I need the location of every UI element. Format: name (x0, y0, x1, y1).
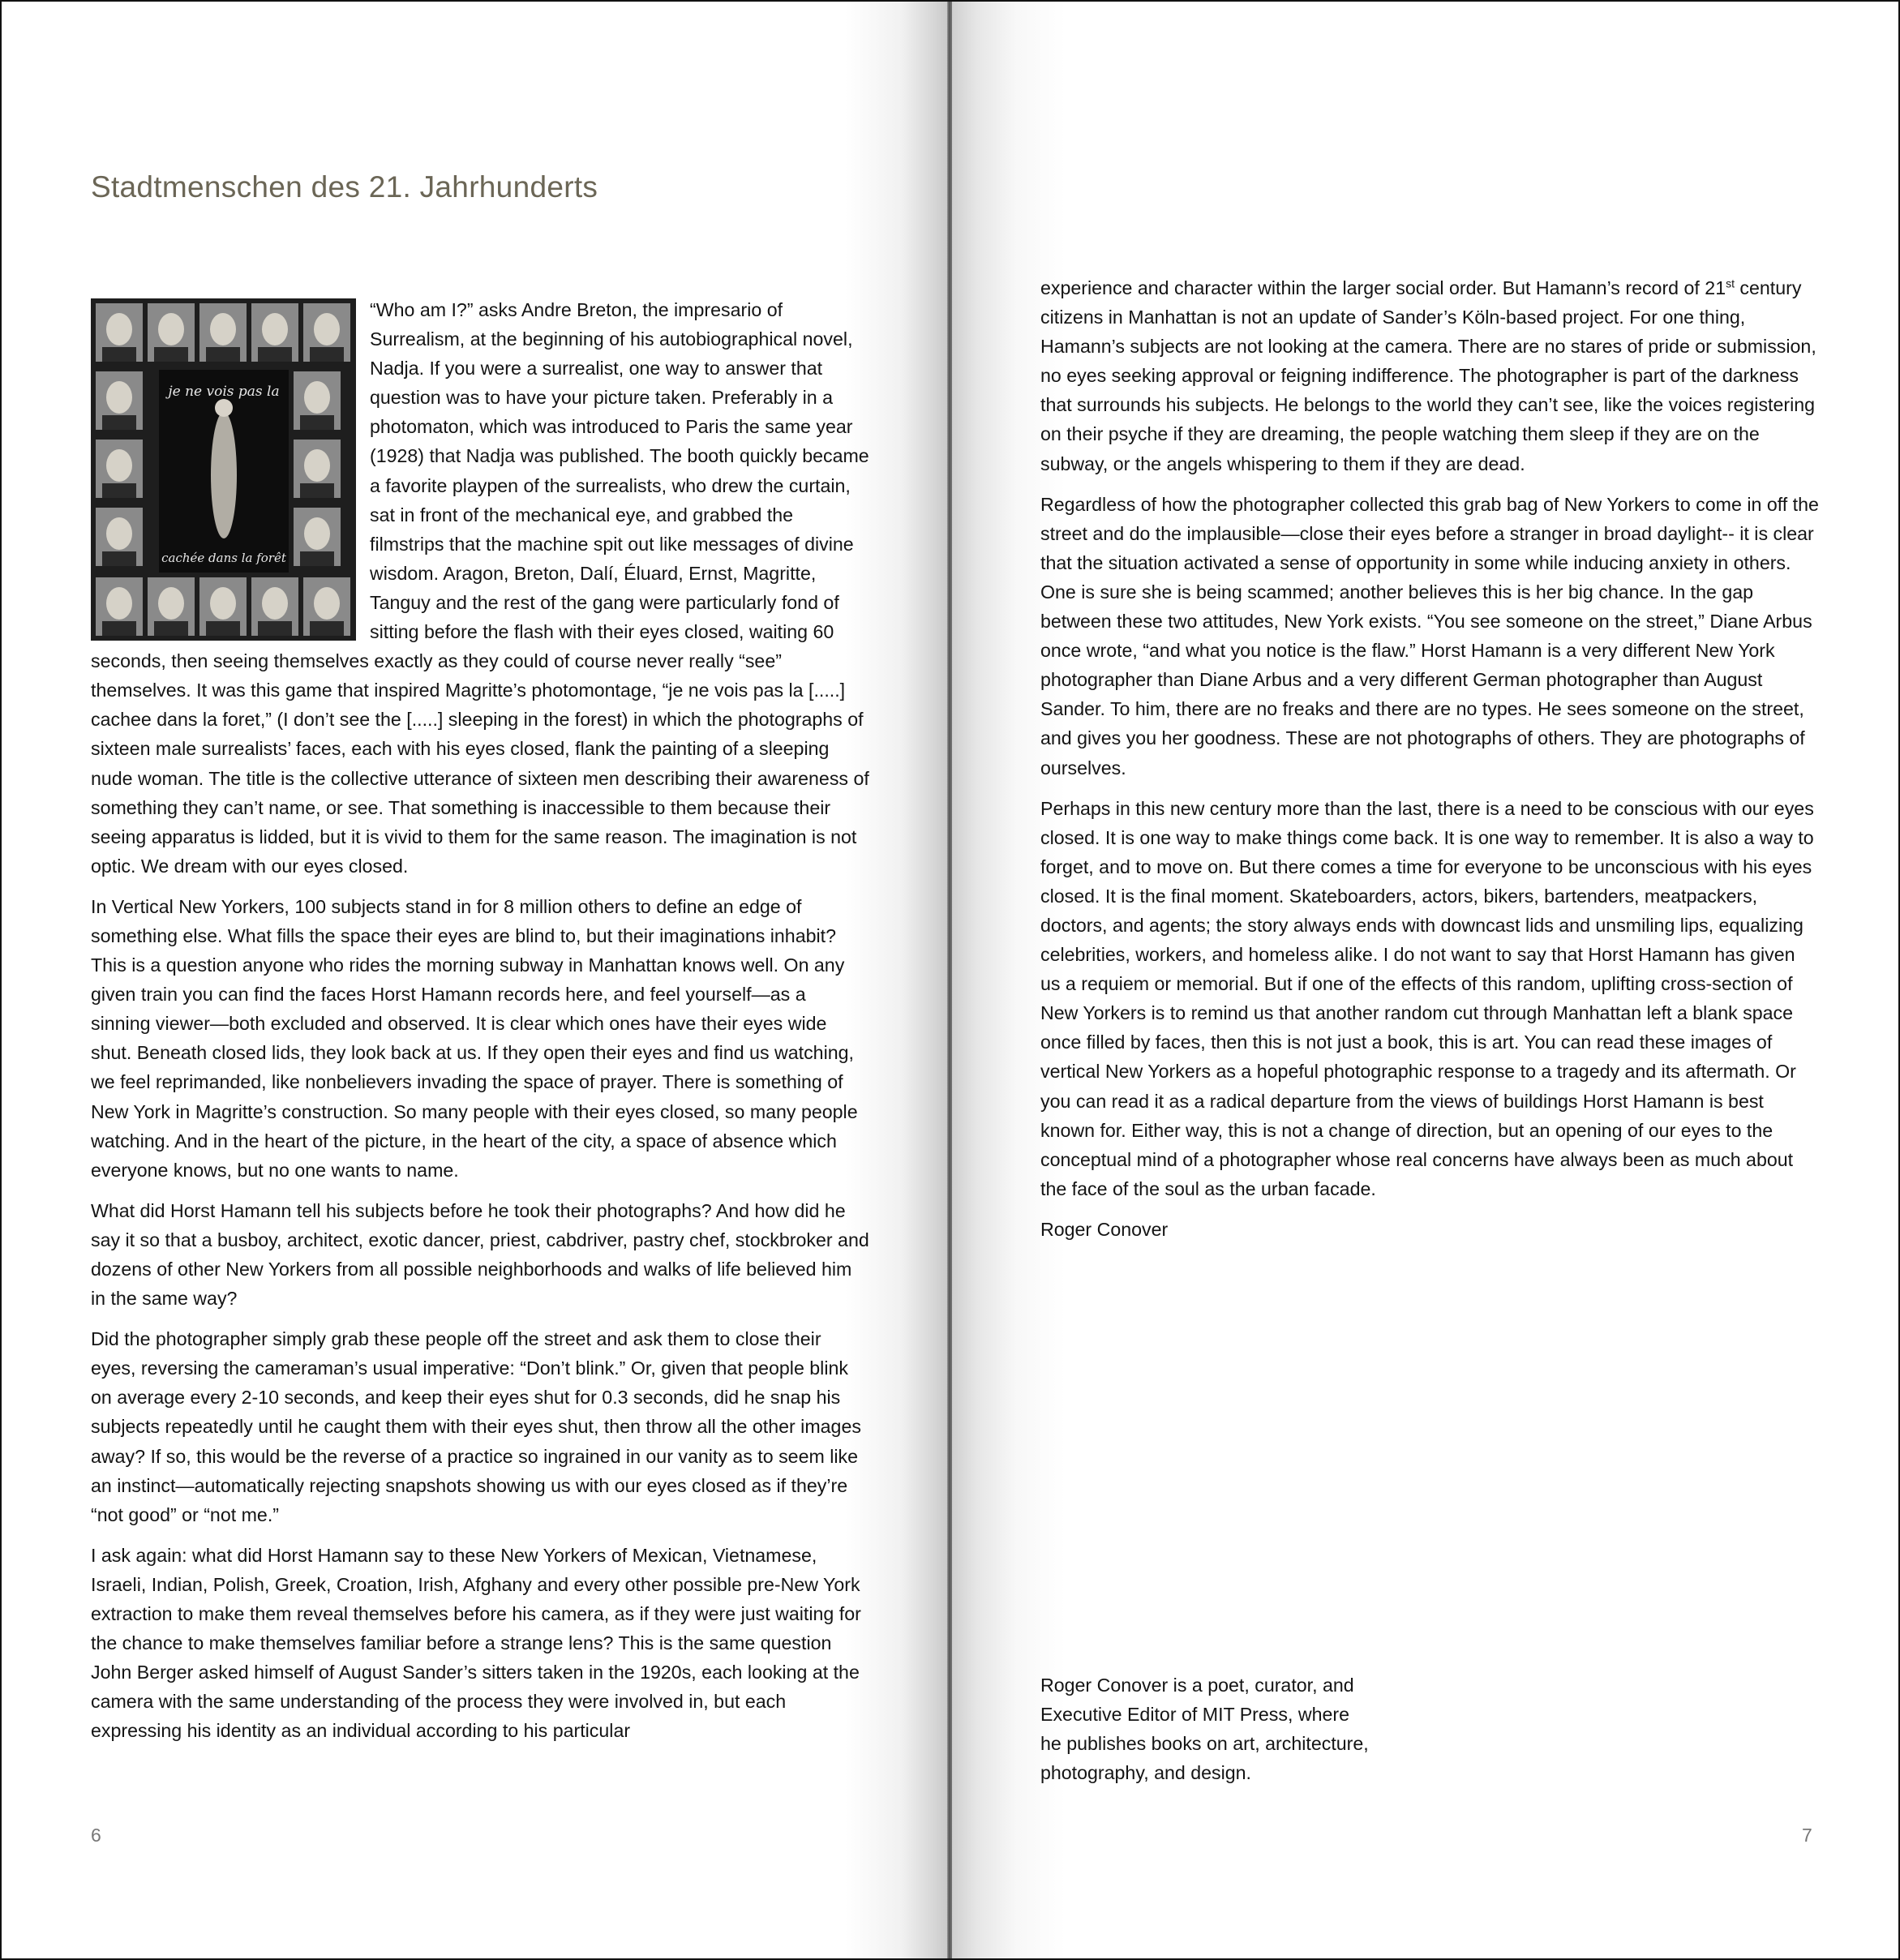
paragraph: Did the photographer simply grab these people off the street and ask them to close their eyes, reversing the cameraman’s usual imperative: “Don’t blink.” Or, given that people blink on average every 2-10 seconds, and keep their eyes shut for 0.3 seconds, did he snap his subjects repeatedly until he caught them with their eyes shut, then throw all the other images away? If so, this would be the reverse of a practice so ingrained in our vanity as to seem like an instinct—automatically rejecting snapshots showing us with our eyes closed as if they’re “not good” or “not me.” (91, 1328, 861, 1525)
portrait-suit (102, 415, 136, 430)
montage-graphic (91, 298, 356, 641)
bio-line: Executive Editor of MIT Press, where (1040, 1704, 1350, 1726)
portrait-face (106, 313, 132, 345)
bio-line: he publishes books on art, architecture, (1040, 1733, 1369, 1755)
portrait-suit (258, 621, 292, 636)
portrait-suit (300, 415, 334, 430)
portrait-face (106, 517, 132, 550)
magritte-photomontage-image (91, 298, 356, 641)
paragraph: In Vertical New Yorkers, 100 subjects stand in for 8 million others to define an edge of something else. What fills the space their eyes are blind to, but their imaginations inhabit? This is a question anyone who rides the morning subway in Manhattan knows well. On any given train you can find the faces Horst Hamann records here, and feel yourself—as a sinning viewer—both excluded and observed. It is clear which ones have their eyes wide shut. Beneath closed lids, they look back at us. If they open their eyes and find us watching, we feel reprimanded, like nonbelievers invading the space of prayer. There is something of New York in Magritte’s construction. So many people with their eyes closed, so many people watching. And in the heart of the picture, in the heart of the city, a space of absence which everyone knows, but no one wants to name. (91, 895, 858, 1181)
portrait-face (262, 313, 288, 345)
left-page (2, 2, 947, 1958)
portrait-suit (102, 347, 136, 362)
author-signature: Roger Conover (1040, 1218, 1169, 1240)
paragraph: What did Horst Hamann tell his subjects before he took their photographs? And how did he say it so that a busboy, architect, exotic dancer, priest, cabdriver, pastry chef, stockbroker and dozens of other New Yorkers from all possible neighborhoods and walks of life believed him in the same way? (91, 1199, 869, 1310)
page-number-left: 6 (91, 1825, 101, 1846)
portrait-suit (102, 621, 136, 636)
portrait-face (262, 587, 288, 620)
portrait-suit (154, 621, 188, 636)
superscript: st (1726, 277, 1735, 290)
left-text-column (91, 295, 869, 1757)
page-number-right: 7 (1802, 1825, 1812, 1846)
montage-caption-top: je ne vois pas la (168, 384, 280, 400)
paragraph-text: century citizens in Manhattan is not an update of Sander’s Köln-based project. For one thing, Hamann’s subjects are not looking at the camera. There are no stares of pride or submission, no eyes seeking approval or feigning indifference. The photographer is part of the darkness that surrounds his subjects. He belongs to the world they can’t see, like the voices registering on their psyche if they are dreaming, the people watching them sleep if they are on the subway, or the angels whispering to them if they are dead. (1040, 277, 1816, 474)
paragraph: I ask again: what did Horst Hamann say to these New Yorkers of Mexican, Vietnamese, Israeli, Indian, Polish, Greek, Croation, Irish, Afghany and every other possible pre-New York extraction to make them reveal themselves before his camera, as if they were just waiting for the chance to make themselves familiar before a strange lens? This is the same question John Berger asked himself of August Sander’s sitters taken in the 1920s, each looking at the camera with the same understanding of the process they were involved in, but each expressing his identity as an individual according to his particular (91, 1544, 861, 1742)
paragraph-text: “Who am I?” asks Andre Breton, the impresario of Surrealism, at the beginning of his autobiographical novel, Nadja. If you were a surrealist, one way to answer that question was to have your picture taken. Preferably in a photomaton, which was introduced to Paris the same year (1928) that Nadja was published. The booth quickly became a favorite playpen of the surrealists, who drew the curtain, sat in front of the mechanical eye, and grabbed the filmstrips that the machine spit out like messages of divine wisdom. Aragon, Breton, Dalí, Éluard, Ernst, Magritte, Tanguy and the rest of the gang were particularly fond of sitting before the flash with their eyes closed, waiting 60 seconds, then seeing themselves exactly as they could of course never really “see” themselves. It was this game that inspired Magritte’s photomontage, “je ne vois pas la [.....] cachee dans la foret,” (I don’t see the [.....] sleeping in the forest) in which the photographs of sixteen male surrealists’ faces, each with his eyes closed, flank the painting of a sleeping nude woman. The title is the collective utterance of sixteen men describing their awareness of something they can’t name, or see. That something is inaccessible to them because their seeing apparatus is lidded, but it is vivid to them for the same reason. The imagination is not optic. We dream with our eyes closed. (91, 299, 869, 877)
paragraph: Perhaps in this new century more than the last, there is a need to be conscious with our eyes closed. It is one way to make things come back. It is one way to remember. It is also a way to forget, and to move on. But there comes a time for everyone to be unconscious with his eyes closed. It is the final moment. Skateboarders, actors, bikers, bartenders, meatpackers, doctors, and agents; the story always ends with downcast lids and unsmiling lips, equalizing celebrities, workers, and homeless alike. I do not want to say that Horst Hamann has given us a requiem or memorial. But if one of the effects of this random, uplifting cross-section of New Yorkers is to remind us that another random cut through Manhattan left a blank space once filled by faces, then this is not just a book, this is art. You can read these images of vertical New Yorkers as a hopeful photographic response to a tragedy and its aftermath. Or you can read it as a radical departure from the views of buildings Horst Hamann is best known for. Either way, this is not a change of direction, but an opening of our eyes to the conceptual mind of a photographer whose real concerns have always been as much about the face of the soul as the urban facade. (1040, 797, 1814, 1199)
montage-caption-bottom: cachée dans la forêt (161, 551, 286, 565)
portrait-face (106, 449, 132, 482)
portrait-face (210, 587, 236, 620)
portrait-face (304, 381, 330, 414)
portrait-face (304, 449, 330, 482)
portrait-suit (310, 621, 344, 636)
paragraph (91, 295, 869, 881)
portrait-suit (300, 551, 334, 566)
portrait-face (314, 587, 340, 620)
paragraph (1040, 273, 1819, 478)
portrait-face (158, 313, 184, 345)
bio-line: Roger Conover is a poet, curator, and (1040, 1675, 1354, 1696)
portrait-suit (206, 347, 240, 362)
portrait-suit (206, 621, 240, 636)
page-title: Stadtmenschen des 21. Jahrhunderts (91, 170, 598, 204)
portrait-suit (102, 551, 136, 566)
right-text-column (1040, 273, 1819, 1255)
bio-line: photography, and design. (1040, 1762, 1251, 1784)
portrait-face (106, 381, 132, 414)
portrait-suit (310, 347, 344, 362)
author-bio (1040, 1671, 1413, 1787)
portrait-suit (154, 347, 188, 362)
portrait-suit (102, 483, 136, 498)
portrait-face (210, 313, 236, 345)
portrait-face (314, 313, 340, 345)
portrait-face (304, 517, 330, 550)
portrait-face (106, 587, 132, 620)
paragraph: Regardless of how the photographer collected this grab bag of New Yorkers to come in off the street and do the implausible—close their eyes before a stranger in broad daylight-- it is clear that the situation activated a sense of opportunity in some while inducing anxiety in others. One is sure she is being scammed; another believes this is her big chance. In the gap between these two attitudes, New York exists. “You see someone on the street,” Diane Arbus once wrote, “and what you notice is the flaw.” Horst Hamann is a very different New York photographer than Diane Arbus and a very different German photographer than August Sander. To him, there are no freaks and there are no types. He sees someone on the street, and gives you her goodness. These are not photographs of others. They are photographs of ourselves. (1040, 493, 1819, 778)
portrait-suit (258, 347, 292, 362)
portrait-suit (300, 483, 334, 498)
portrait-face (158, 587, 184, 620)
paragraph-text: experience and character within the larger social order. But Hamann’s record of 21 (1040, 277, 1726, 298)
